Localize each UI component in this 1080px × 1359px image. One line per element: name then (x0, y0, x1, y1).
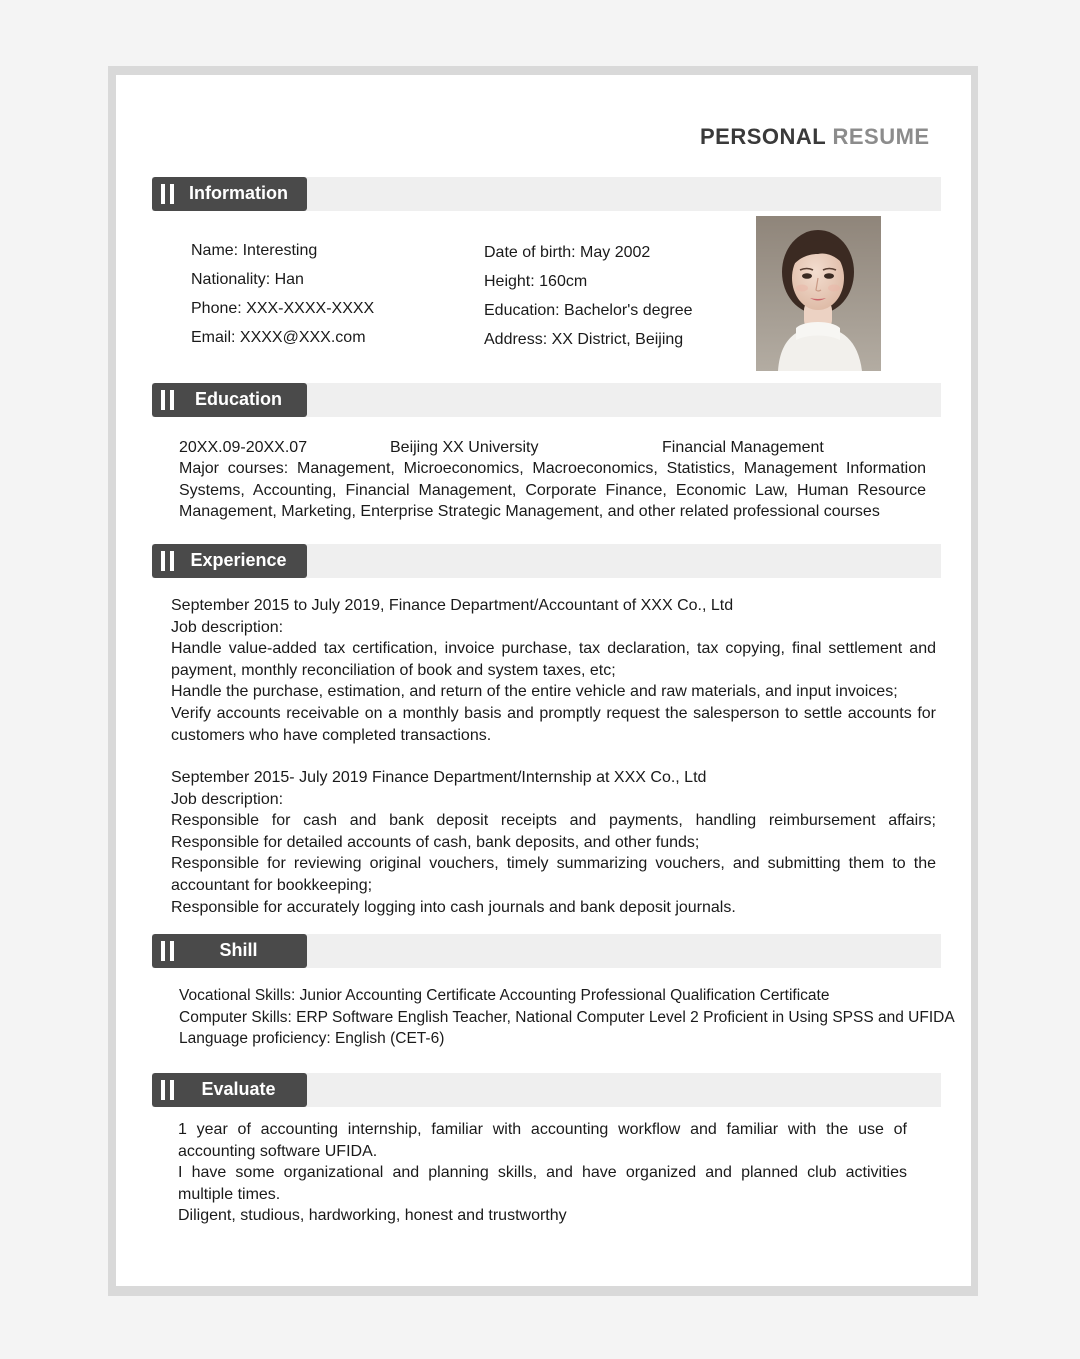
experience-line: accountant for bookkeeping; (171, 876, 373, 894)
courses-line: Systems, Accounting, Financial Management, Corporate Finance, Economic Law, Human Resource (179, 481, 926, 499)
experience-item (171, 595, 936, 746)
skill-line: Computer Skills: ERP Software English Teacher, National Computer Level 2 Proficient in Using SPSS and UFIDA (179, 1008, 955, 1026)
section-title-experience: Experience (190, 550, 287, 570)
info-phone: Phone: XXX-XXXX-XXXX (191, 300, 375, 317)
page-title (700, 124, 930, 150)
evaluate-line: multiple times. (178, 1185, 281, 1203)
evaluate-text (178, 1119, 907, 1227)
info-education: Education: Bachelor's degree (484, 302, 693, 319)
info-dob: Date of birth: May 2002 (484, 244, 651, 261)
section-marker-icon (161, 390, 175, 410)
skill-line: Language proficiency: English (CET-6) (179, 1030, 445, 1048)
experience-line: Responsible for reviewing original vouchers, timely summarizing vouchers, and submitting them to the (171, 855, 936, 873)
section-title-evaluate: Evaluate (201, 1079, 276, 1099)
experience-line: customers who have completed transactions. (171, 726, 492, 744)
experience-item (171, 767, 936, 918)
experience-line: Handle value-added tax certification, invoice purchase, tax declaration, tax copying, final settlement and (171, 640, 936, 658)
education-courses (179, 458, 926, 523)
experience-line: Handle the purchase, estimation, and return of the entire vehicle and raw materials, and input invoices; (171, 683, 898, 701)
info-address: Address: XX District, Beijing (484, 331, 684, 348)
section-title-skill: Shill (219, 940, 258, 960)
education-period: 20XX.09-20XX.07 (179, 439, 308, 456)
section-title-information: Information (189, 183, 288, 203)
section-marker-icon (161, 184, 175, 204)
experience-line: Verify accounts receivable on a monthly basis and promptly request the salesperson to settle accounts for (171, 704, 936, 722)
title-part-2: RESUME (832, 124, 930, 149)
experience-line: Responsible for detailed accounts of cash, bank deposits, and other funds; (171, 833, 700, 851)
experience-header: September 2015- July 2019 Finance Department/Internship at XXX Co., Ltd (171, 769, 707, 786)
evaluate-line: Diligent, studious, hardworking, honest and trustworthy (178, 1207, 567, 1225)
experience-line: Responsible for accurately logging into cash journals and bank deposit journals. (171, 898, 736, 916)
info-name: Name: Interesting (191, 242, 318, 259)
evaluate-line: accounting software UFIDA. (178, 1142, 378, 1160)
info-height: Height: 160cm (484, 273, 588, 290)
education-major: Financial Management (662, 439, 824, 456)
section-marker-icon (161, 551, 175, 571)
section-tab-skill (152, 934, 307, 968)
title-part-1: PERSONAL (700, 124, 826, 149)
info-nationality: Nationality: Han (191, 271, 304, 288)
profile-photo (756, 216, 881, 371)
section-tab-information (152, 177, 307, 211)
section-tab-experience (152, 544, 307, 578)
section-marker-icon (161, 941, 175, 961)
experience-line: Responsible for cash and bank deposit receipts and payments, handling reimbursement affairs; (171, 812, 936, 830)
job-description-label: Job description: (171, 790, 284, 808)
section-tab-education (152, 383, 307, 417)
job-description-label: Job description: (171, 618, 284, 636)
evaluate-line: I have some organizational and planning skills, and have organized and planned club activities (178, 1164, 907, 1182)
experience-header: September 2015 to July 2019, Finance Department/Accountant of XXX Co., Ltd (171, 597, 734, 614)
courses-line: Major courses: Management, Microeconomics, Macroeconomics, Statistics, Management Information (179, 460, 926, 477)
section-tab-evaluate (152, 1073, 307, 1107)
section-title-education: Education (194, 389, 282, 409)
section-marker-icon (161, 1080, 175, 1100)
skill-line: Vocational Skills: Junior Accounting Certificate Accounting Professional Qualification Certificate (179, 987, 830, 1004)
education-school: Beijing XX University (390, 439, 539, 456)
skills-list (179, 985, 955, 1050)
info-email: Email: XXXX@XXX.com (191, 329, 366, 346)
experience-line: payment, monthly reconciliation of book and system taxes, etc; (171, 661, 616, 679)
courses-line: Management, Marketing, Enterprise Strategic Management, and other related professional courses (179, 503, 880, 521)
evaluate-line: 1 year of accounting internship, familiar with accounting workflow and familiar with the use of (178, 1121, 907, 1138)
